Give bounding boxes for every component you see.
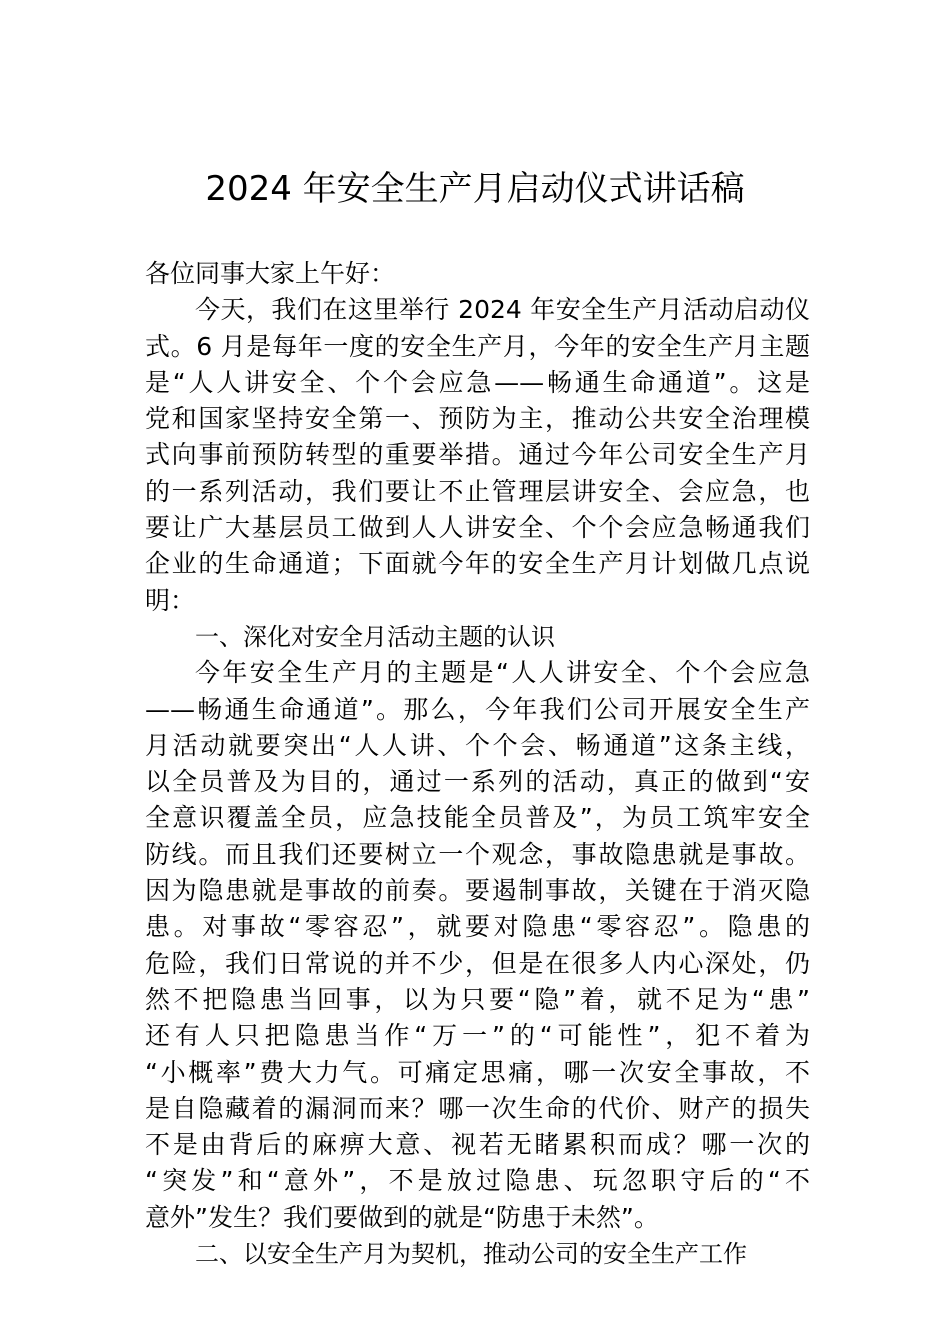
document-text-line: “小概率”费大力气。可痛定思痛，哪一次安全事故，不 (145, 1057, 810, 1087)
document-text-line: 然不把隐患当回事，以为只要“隐”着，就不足为“患” (145, 984, 810, 1014)
document-text-line: “突发”和“意外”，不是放过隐患、玩忽职守后的“不 (145, 1166, 810, 1196)
document-text-line: 还有人只把隐患当作“万一”的“可能性”，犯不着为 (145, 1021, 810, 1051)
document-text-line: ——畅通生命通道”。那么，今年我们公司开展安全生产 (145, 694, 810, 724)
document-text-line: 全意识覆盖全员，应急技能全员普及”，为员工筑牢安全 (145, 803, 810, 833)
document-text-line: 月活动就要突出“人人讲、个个会、畅通道”这条主线， (145, 730, 810, 760)
document-text-line: 因为隐患就是事故的前奏。要遏制事故，关键在于消灭隐 (145, 876, 810, 906)
document-text-line: 防线。而且我们还要树立一个观念，事故隐患就是事故。 (145, 839, 810, 869)
document-text-line: 意外”发生？我们要做到的就是“防患于未然”。 (145, 1202, 659, 1232)
document-text-line: 党和国家坚持安全第一、预防为主，推动公共安全治理模 (145, 404, 810, 434)
document-text-line: 式。6 月是每年一度的安全生产月，今年的安全生产月主题 (145, 331, 810, 361)
document-text-line: 各位同事大家上午好： (145, 259, 396, 288)
document-text-line: 的一系列活动，我们要让不止管理层讲安全、会应急，也 (145, 476, 810, 506)
document-text-line: 患。对事故“零容忍”，就要对隐患“零容忍”。隐患的 (145, 912, 810, 942)
document-text-line: 式向事前预防转型的重要举措。通过今年公司安全生产月 (145, 440, 810, 470)
document-text-line: 危险，我们日常说的并不少，但是在很多人内心深处，仍 (145, 948, 810, 978)
document-text-line: 要让广大基层员工做到人人讲安全、个个会应急畅通我们 (145, 513, 810, 543)
document-text-line: 是自隐藏着的漏洞而来？哪一次生命的代价、财产的损失 (145, 1093, 810, 1123)
document-text-line: 明： (145, 585, 196, 615)
document-text-line: 一、深化对安全月活动主题的认识 (195, 622, 555, 651)
document-text-line: 今天，我们在这里举行 2024 年安全生产月活动启动仪 (195, 295, 810, 325)
document-title: 2024 年安全生产月启动仪式讲话稿 (205, 169, 745, 209)
document-text-line: 今年安全生产月的主题是“人人讲安全、个个会应急 (195, 658, 810, 688)
document-text-line: 不是由背后的麻痹大意、视若无睹累积而成？哪一次的 (145, 1130, 810, 1160)
document-body (145, 256, 810, 1272)
document-text-line: 以全员普及为目的，通过一系列的活动，真正的做到“安 (145, 767, 810, 797)
document-text-line: 是“人人讲安全、个个会应急——畅通生命通道”。这是 (145, 367, 810, 397)
document-text-line: 企业的生命通道；下面就今年的安全生产月计划做几点说 (145, 549, 810, 579)
document-text-line: 二、以安全生产月为契机，推动公司的安全生产工作 (195, 1240, 747, 1269)
